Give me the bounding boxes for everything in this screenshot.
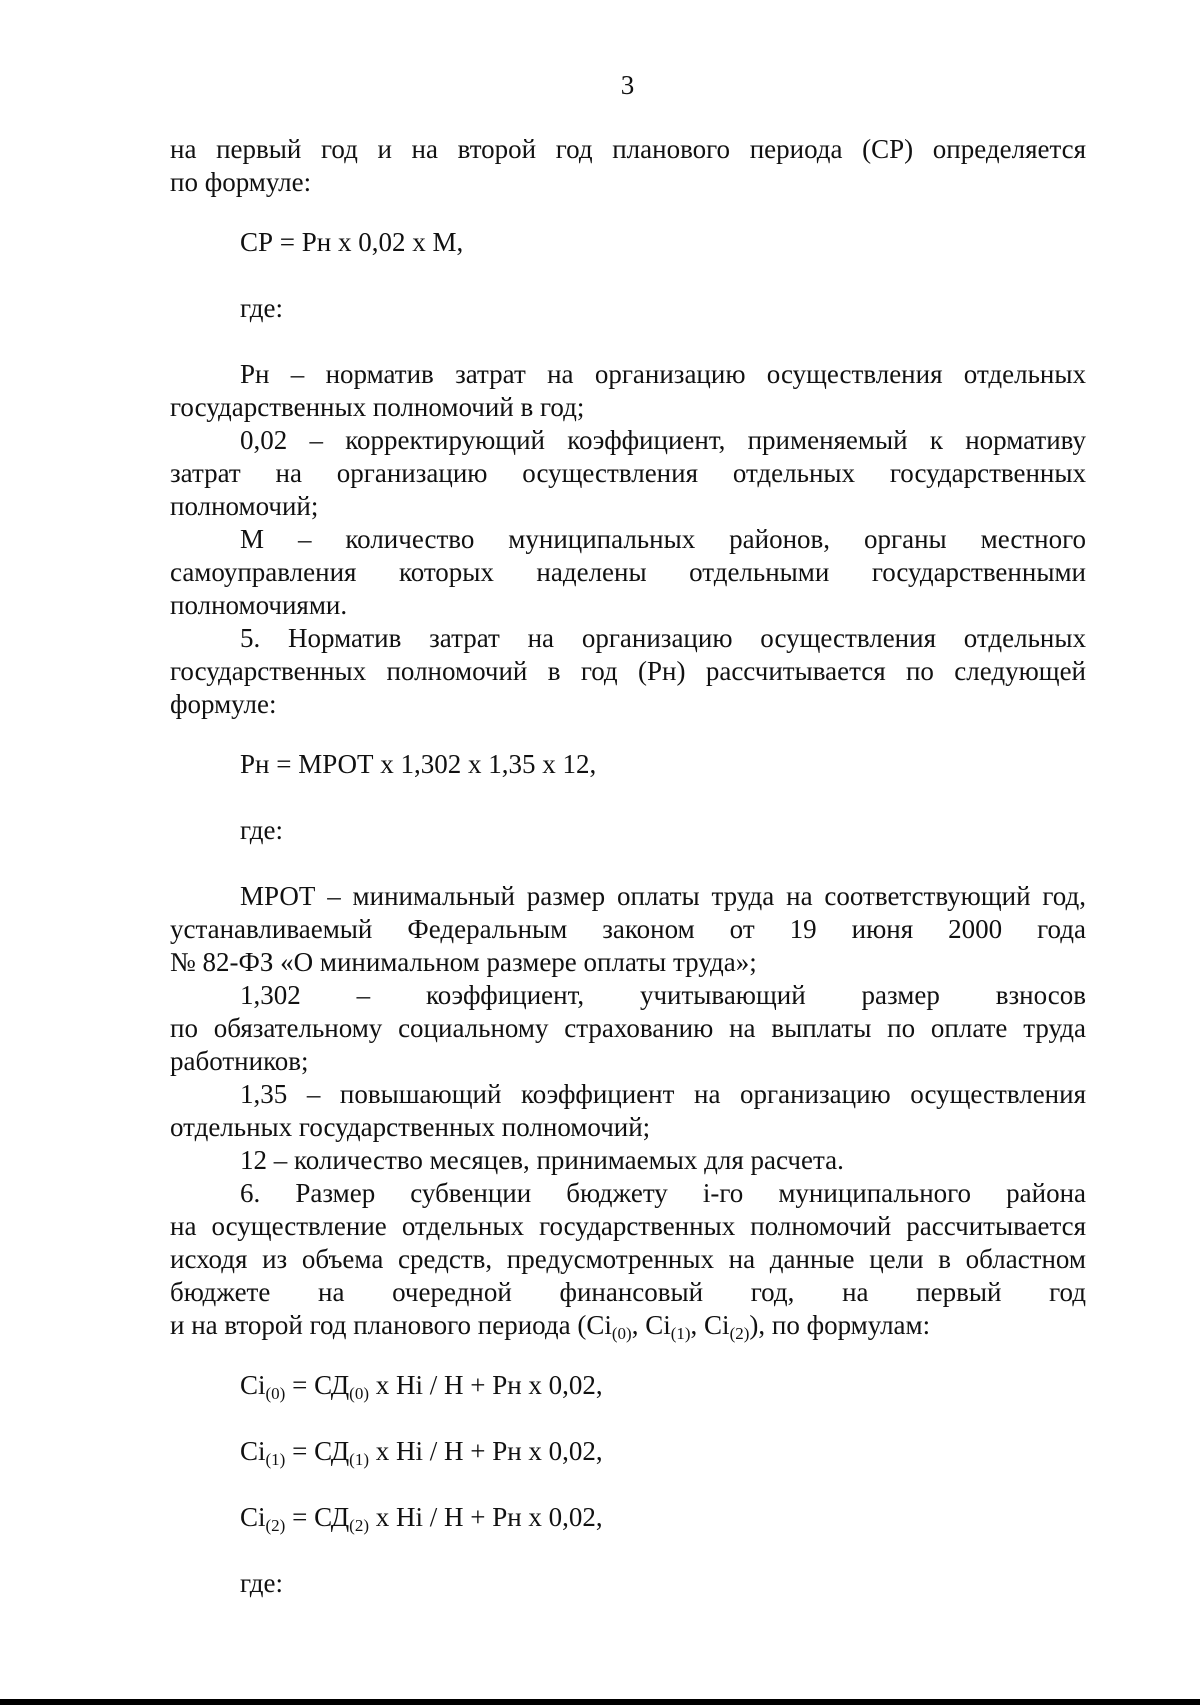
text-run: х Hi / Н + Рн х 0,02, (368, 1370, 603, 1400)
definition-pn (170, 358, 1086, 424)
text-run: = СД (285, 1370, 350, 1400)
definition-1302 (170, 979, 1086, 1078)
text-line: бюджете на очередной финансовый год, на первый год (170, 1277, 1086, 1307)
text-line: исходя из объема средств, предусмотренных на данные цели в областном (170, 1244, 1086, 1274)
definition-135 (170, 1078, 1086, 1144)
formula-ci-0 (170, 1369, 1086, 1402)
subscript: (1) (265, 1450, 286, 1469)
definition-002 (170, 424, 1086, 523)
where-label: где: (240, 815, 283, 845)
text-line: на осуществление отдельных государственных полномочий рассчитывается (170, 1211, 1086, 1241)
text-line: устанавливаемый Федеральным законом от 19 июня 2000 года (170, 914, 1086, 944)
subscript: (0) (349, 1384, 369, 1403)
text-line: МРОТ – минимальный размер оплаты труда на соответствующий год, (240, 881, 1086, 911)
text-run: Ci (240, 1502, 266, 1532)
scan-bottom-edge (0, 1699, 1200, 1705)
text-line: по обязательному социальному страхованию на выплаты по оплате труда (170, 1013, 1086, 1043)
text-line: 1,302 – коэффициент, учитывающий размер взносов (240, 980, 1086, 1010)
text-line: 1,35 – повышающий коэффициент на организацию осуществления (240, 1079, 1086, 1109)
text-run: х Hi / Н + Рн х 0,02, (368, 1502, 603, 1532)
subscript: (2) (265, 1516, 286, 1535)
subscript: (2) (349, 1516, 369, 1535)
text-run: ), по формулам: (749, 1310, 931, 1340)
text-run: Ci (240, 1370, 266, 1400)
text-run: и на второй год планового периода (Ci (170, 1310, 612, 1340)
text-line: работников; (170, 1046, 309, 1076)
text-line: по формуле: (170, 167, 312, 197)
document-body (170, 133, 1086, 1600)
text-run: = СД (285, 1502, 350, 1532)
subscript: (2) (729, 1324, 750, 1343)
where-label: где: (240, 1568, 283, 1598)
text-line: 5. Норматив затрат на организацию осуществления отдельных (240, 623, 1086, 653)
text-line: самоуправления которых наделены отдельными государственными (170, 557, 1086, 587)
text-line: на первый год и на второй год планового периода (СР) определяется (170, 134, 1086, 164)
text-line: полномочиями. (170, 590, 348, 620)
text-line: 6. Размер субвенции бюджету i-го муниципального района (240, 1178, 1086, 1208)
definition-m (170, 523, 1086, 622)
text-line: государственных полномочий в год (Рн) рассчитывается по следующей (170, 656, 1086, 686)
text-run: х Hi / Н + Рн х 0,02, (368, 1436, 603, 1466)
definition-12 (170, 1144, 1086, 1177)
paragraph-6 (170, 1177, 1086, 1342)
text-run: Ci (240, 1436, 266, 1466)
text-line: государственных полномочий в год; (170, 392, 585, 422)
formula-pn: Рн = МРОТ х 1,302 х 1,35 х 12, (240, 749, 597, 779)
text-line: отдельных государственных полномочий; (170, 1112, 651, 1142)
text-line: формуле: (170, 689, 277, 719)
formula-ci-2 (170, 1501, 1086, 1534)
paragraph-intro (170, 133, 1086, 199)
page-number: 3 (620, 70, 635, 100)
text-line: Рн – норматив затрат на организацию осуществления отдельных (240, 359, 1086, 389)
paragraph-5 (170, 622, 1086, 721)
text-line: затрат на организацию осуществления отдельных государственных (170, 458, 1086, 488)
subscript: (1) (349, 1450, 369, 1469)
text-run: = СД (285, 1436, 350, 1466)
formula-cp: СР = Рн х 0,02 х М, (240, 227, 464, 257)
text-run: , Ci (631, 1310, 671, 1340)
subscript: (0) (611, 1324, 632, 1343)
formula-ci-1 (170, 1435, 1086, 1468)
subscript: (0) (265, 1384, 286, 1403)
text-run: , Ci (690, 1310, 730, 1340)
subscript: (1) (670, 1324, 691, 1343)
text-line: 12 – количество месяцев, принимаемых для расчета. (240, 1145, 844, 1175)
text-line (170, 1309, 1086, 1342)
where-label: где: (240, 293, 283, 323)
text-line: 0,02 – корректирующий коэффициент, применяемый к нормативу (240, 425, 1086, 455)
text-line: М – количество муниципальных районов, органы местного (240, 524, 1086, 554)
definition-mrot (170, 880, 1086, 979)
text-line: полномочий; (170, 491, 319, 521)
text-line: № 82-ФЗ «О минимальном размере оплаты труда»; (170, 947, 757, 977)
